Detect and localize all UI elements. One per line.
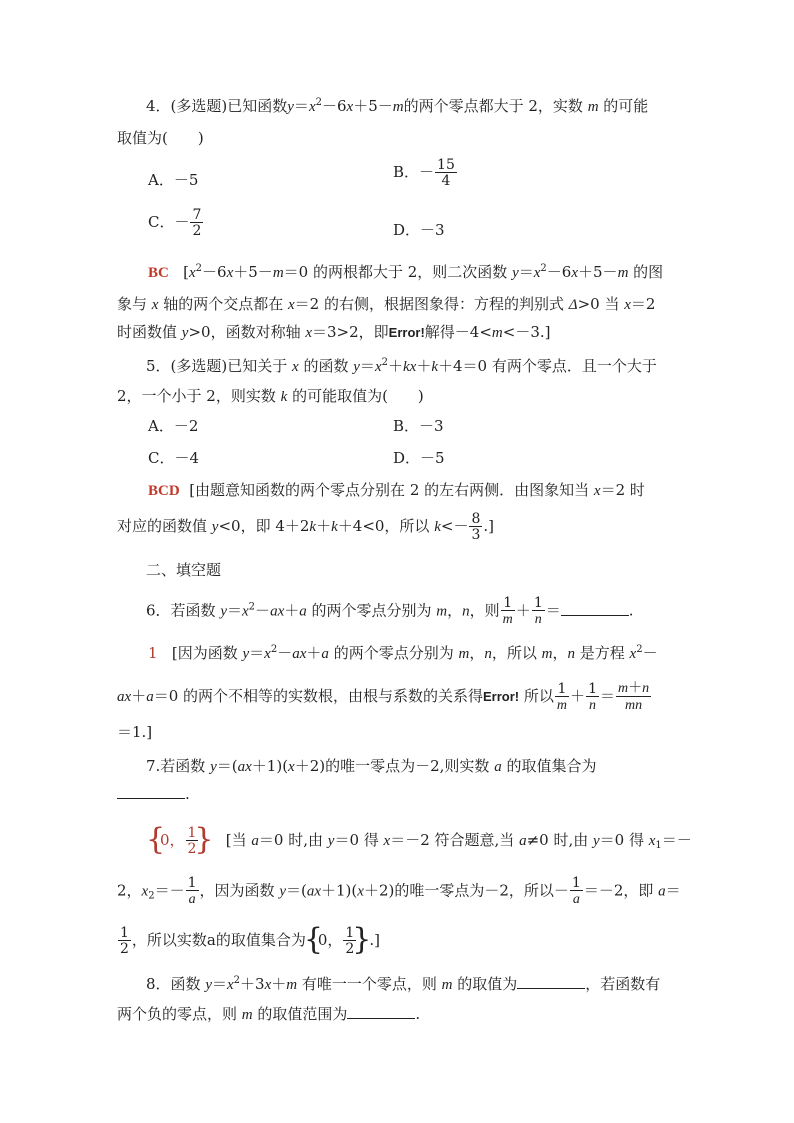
q8-answer-blank-1[interactable] — [517, 974, 585, 989]
q6-stem: 6．若函数 $y=x^2-ax+a$ 的两个零点分别为 m，n，则 $\frac{1}{m}$ ＋ $\frac{1}{n}$ ＝ . — [146, 595, 634, 627]
q6-explanation-line1: 1 [因为函数 $y=x^2-ax+a$ 的两个零点分别为 m，n，所以 m，n 是方程 $x^2-$ — [148, 644, 658, 662]
q5-answer: BCD — [148, 483, 180, 499]
q5-explanation-line1: BCD [由题意知函数的两个零点分别在 2 的左右两侧．由图象知当 x＝2 时 — [148, 481, 645, 499]
q5-option-b: B．－3 — [393, 417, 444, 435]
q4-option-b-fraction: $\frac{15}{4}$ — [437, 157, 455, 189]
q8-stem-line1: 8．函数 $y=x^2+3x+m$ 有唯一一个零点，则 m 的取值为 ，若函数有 — [146, 975, 661, 993]
error-text: Error! — [388, 325, 425, 340]
q4-option-c: C．－ $\frac{7}{2}$ — [148, 207, 202, 239]
q4-option-d: D．－3 — [393, 221, 445, 239]
q8-stem-line2: 两个负的零点，则 m 的取值范围为 . — [117, 1005, 421, 1023]
q4-option-c-fraction: $\frac{7}{2}$ — [192, 207, 202, 239]
q4-option-b: B．－ $\frac{15}{4}$ — [393, 157, 455, 189]
q5-explanation-line2: 对应的函数值 y<0，即 4＋2k＋k＋4<0，所以 k<－ $\frac{8}{3}$ .] — [117, 511, 495, 543]
q7-answer-blank[interactable] — [117, 784, 185, 799]
q4-stem-line2: 取值为( ) — [117, 129, 204, 147]
q6-answer-blank[interactable] — [561, 601, 629, 616]
q6-explanation-line3: ＝1.] — [117, 723, 153, 741]
q6-explanation-line2: ax＋a＝0 的两个不相等的实数根，由根与系数的关系得Error! 所以 $\frac{1}{m}$ ＋ $\frac{1}{n}$ ＝ $\frac{m+n}{mn}$ — [117, 680, 650, 713]
q7-explanation-line3: $\frac{1}{2}$ ，所以实数a的取值集合为 { 0， $\frac{1}{2}$ } .] — [120, 922, 380, 957]
q5-option-c: C．－4 — [148, 449, 200, 467]
q7-explanation-line1: { 0， $\frac{1}{2}$ } [当 a＝0 时,由 y＝0 得 x＝－2 符合题意,当 a≠0 时,由 y＝0 得 $x_1=-$ — [146, 822, 692, 857]
q8-answer-blank-2[interactable] — [347, 1004, 415, 1019]
q7-stem-line2: . — [117, 784, 190, 804]
q4-explanation-line3: 时函数值 y>0，函数对称轴 x＝3>2，即Error!解得－4<m<－3.] — [117, 323, 551, 341]
q5-stem-line2: 2，一个小于 2，则实数 k 的可能取值为( ) — [117, 387, 424, 405]
q6-answer: 1 — [148, 644, 158, 662]
q4-answer: BC — [148, 265, 169, 281]
q4-stem-line1: 4．(多选题)已知函数$y=x^2-6x+5-m$的两个零点都大于 2，实数 m 的可能 — [146, 97, 649, 115]
section-heading: 二、填空题 — [146, 561, 222, 579]
q4-option-a: A．－5 — [148, 171, 199, 189]
q7-explanation-line2: 2，$x_2=-$ $\frac{1}{a}$ ，因为函数 y＝(ax＋1)(x＋2)的唯一零点为－2，所以－ $\frac{1}{a}$ ＝－2，即 a＝ — [117, 875, 681, 907]
q7-answer-set: { 0， $\frac{1}{2}$ } — [146, 822, 214, 857]
q4-text-1: 4．(多选题)已知函数 — [146, 97, 288, 115]
q5-stem-line1: 5．(多选题)已知关于 x 的函数 $y=x^2+kx+k+4=0$ 有两个零点．且一个大于 — [146, 357, 657, 375]
q5-option-a: A．－2 — [148, 417, 199, 435]
q4-explanation-line1: BC [$x^2-6x+5-m=0$ 的两根都大于 2，则二次函数 $y=x^2-6x+5-m$ 的图 — [148, 263, 664, 281]
q5-option-d: D．－5 — [393, 449, 445, 467]
q5-fraction: $\frac{8}{3}$ — [471, 511, 481, 543]
q4-explanation-line2: 象与 x 轴的两个交点都在 x＝2 的右侧，根据图象得：方程的判别式 Δ>0 当 x＝2 — [117, 295, 656, 313]
q7-stem-line1: 7.若函数 y＝(ax＋1)(x＋2)的唯一零点为－2,则实数 a 的取值集合为 — [146, 757, 597, 775]
